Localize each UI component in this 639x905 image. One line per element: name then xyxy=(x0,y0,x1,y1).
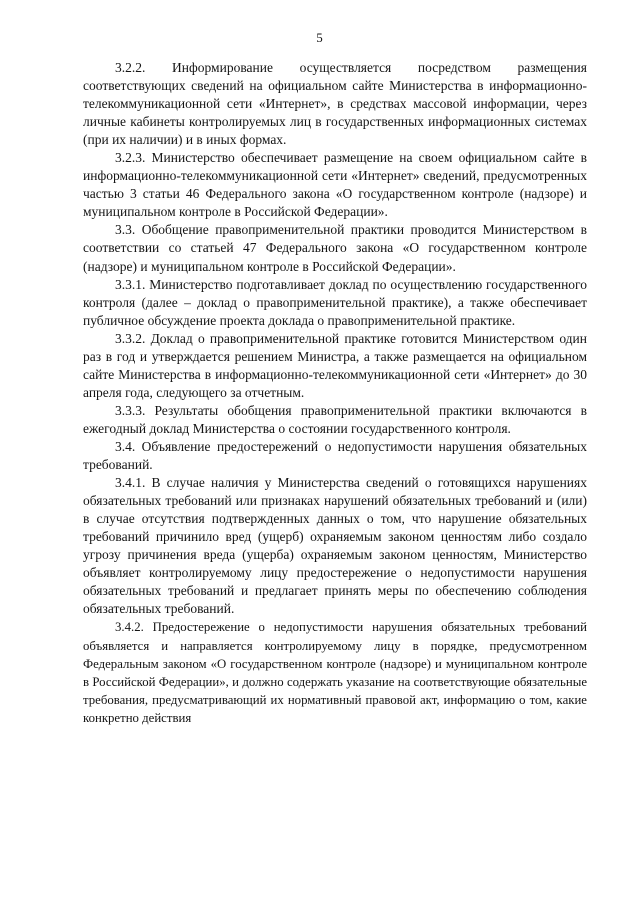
paragraph-3-4-2: 3.4.2. Предостережение о недопустимости нарушения обязательных требований объявляется и направляется контролируемому лицу в порядке, предусмотренном Федеральным законом «О государственном контроле (надзоре) и муниципальном контроле в Российской Федерации», и должно содержать указание на соответствующие обязательные требования, предусматривающий их нормативный правовой акт, информацию о том, какие конкретно действия xyxy=(83,620,587,725)
paragraph-3-2-2: 3.2.2. Информирование осуществляется посредством размещения соответствующих сведений на официальном сайте Министерства в информационно-телекоммуникационной сети «Интернет», в средствах массовой информации, через личные кабинеты контролируемых лиц в государственных информационных системах (при их наличии) и в иных формах. xyxy=(83,60,587,148)
paragraph-3-3-1: 3.3.1. Министерство подготавливает доклад по осуществлению государственного контроля (далее – доклад о правоприменительной практике), а также обеспечивает публичное обсуждение проекта доклада о правоприменительной практике. xyxy=(83,276,587,328)
page-number: 5 xyxy=(316,30,323,45)
paragraph-3-4: 3.4. Объявление предостережений о недопустимости нарушения обязательных требований. xyxy=(83,438,587,473)
paragraph-3-3: 3.3. Обобщение правоприменительной практики проводится Министерством в соответствии со статьей 47 Федерального закона «О государственном контроле (надзоре) и муниципальном контроле в Российской Федерации». xyxy=(83,222,587,274)
document-body xyxy=(83,59,587,727)
paragraph-3-3-2: 3.3.2. Доклад о правоприменительной практике готовится Министерством один раз в год и утверждается решением Министра, а также размещается на официальном сайте Министерства в информационно-телекоммуникационной сети «Интернет» до 30 апреля года, следующего за отчетным. xyxy=(83,330,587,400)
paragraph-3-3-3: 3.3.3. Результаты обобщения правоприменительной практики включаются в ежегодный доклад Министерства о состоянии государственного контроля. xyxy=(83,402,587,436)
paragraph-3-4-1: 3.4.1. В случае наличия у Министерства сведений о готовящихся нарушениях обязательных требований или признаках нарушений обязательных требований и (или) в случае отсутствия подтвержденных данных о том, что нарушение обязательных требований причинило вред (ущерб) охраняемым законом ценностям либо создало угрозу причинения вреда (ущерба) охраняемым законом ценностям, Министерство объявляет контролируемому лицу предостережение о недопустимости нарушения обязательных требований и предлагает принять меры по обеспечению соблюдения обязательных требований. xyxy=(83,475,587,617)
paragraph-3-2-3: 3.2.3. Министерство обеспечивает размещение на своем официальном сайте в информационно-телекоммуникационной сети «Интернет» сведений, предусмотренных частью 3 статьи 46 Федерального закона «О государственном контроле (надзоре) и муниципальном контроле в Российской Федерации». xyxy=(83,150,587,220)
